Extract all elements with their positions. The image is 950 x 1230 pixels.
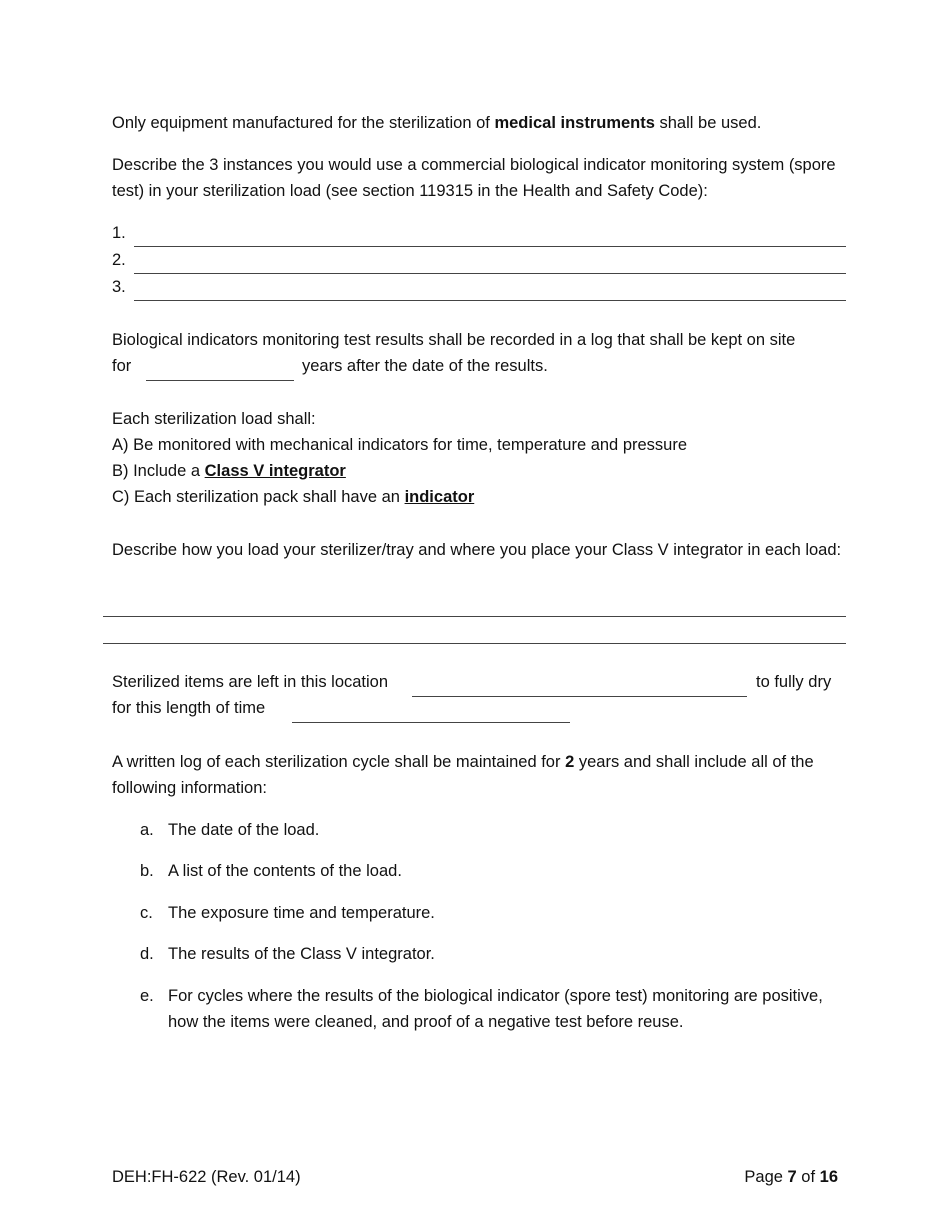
list-marker: a. bbox=[140, 821, 154, 839]
load-item-b: B) Include a Class V integrator bbox=[112, 462, 346, 480]
spore-item-3-field[interactable] bbox=[134, 300, 846, 301]
dry-time-label: for this length of time bbox=[112, 699, 266, 717]
spore-item-3-label: 3. bbox=[112, 278, 126, 296]
class-v-integrator-link: Class V integrator bbox=[204, 462, 346, 480]
list-item-text: A list of the contents of the load. bbox=[168, 862, 402, 880]
spore-item-1-label: 1. bbox=[112, 224, 126, 242]
log-retention-text: Biological indicators monitoring test results shall be recorded in a log that shall be kept on site bbox=[112, 331, 796, 349]
dry-location-field[interactable] bbox=[412, 696, 747, 697]
page-number: Page 7 of 16 bbox=[744, 1168, 838, 1186]
written-log-text: A written log of each sterilization cycle shall be maintained for 2 years and shall include all of the following information: bbox=[112, 753, 814, 797]
spore-item-1-field[interactable] bbox=[134, 246, 846, 247]
load-item-a: A) Be monitored with mechanical indicators for time, temperature and pressure bbox=[112, 436, 688, 454]
dry-location-label: Sterilized items are left in this location bbox=[112, 673, 389, 691]
list-marker: c. bbox=[140, 904, 153, 922]
spore-item-2-field[interactable] bbox=[134, 273, 846, 274]
spore-item-2-label: 2. bbox=[112, 251, 126, 269]
load-heading: Each sterilization load shall: bbox=[112, 410, 316, 428]
list-item-text: The results of the Class V integrator. bbox=[168, 945, 435, 963]
list-item-text: The date of the load. bbox=[168, 821, 320, 839]
describe-load-field-2[interactable] bbox=[103, 643, 846, 644]
indicator-link: indicator bbox=[404, 488, 475, 506]
list-marker: d. bbox=[140, 945, 154, 963]
intro-text: Only equipment manufactured for the sterilization of medical instruments shall be used. bbox=[112, 114, 762, 132]
list-marker: b. bbox=[140, 862, 154, 880]
dry-time-field[interactable] bbox=[292, 722, 570, 723]
log-after-label: years after the date of the results. bbox=[302, 357, 548, 375]
list-marker: e. bbox=[140, 987, 154, 1005]
dry-post-label: to fully dry bbox=[756, 673, 832, 691]
form-number: DEH:FH-622 (Rev. 01/14) bbox=[112, 1168, 301, 1186]
log-years-field[interactable] bbox=[146, 380, 294, 381]
describe-load-question: Describe how you load your sterilizer/tray and where you place your Class V integrator in each load: bbox=[112, 541, 842, 559]
list-item-text: The exposure time and temperature. bbox=[168, 904, 435, 922]
log-for-label: for bbox=[112, 357, 132, 375]
spore-question: Describe the 3 instances you would use a commercial biological indicator monitoring system (spore test) in your sterilization load (see section 119315 in the Health and Safety Code): bbox=[112, 156, 836, 200]
describe-load-field-1[interactable] bbox=[103, 616, 846, 617]
list-item-text: For cycles where the results of the biological indicator (spore test) monitoring are positive, how the items were cleaned, and proof of a negative test before reuse. bbox=[168, 987, 823, 1031]
load-item-c: C) Each sterilization pack shall have an indicator bbox=[112, 488, 475, 506]
